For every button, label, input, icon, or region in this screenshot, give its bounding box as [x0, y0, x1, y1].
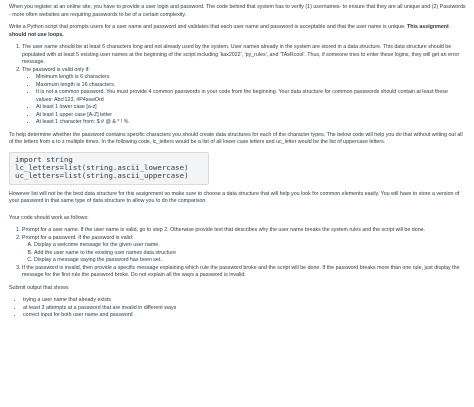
submit-item: • trying a user name that already exists	[23, 297, 466, 305]
valid-step: C. Display a message saying the password has been set.	[34, 257, 466, 265]
task-paragraph	[9, 24, 466, 39]
rules-list	[9, 44, 466, 127]
password-rule: • At least 1 upper case [A-Z] letter	[36, 112, 466, 120]
password-rule: • At least 1 character from: $ # @ & * ! %	[36, 119, 466, 127]
code-line: lc_letters=list(string.ascii_lowercase)	[15, 163, 189, 173]
submit-list	[9, 297, 466, 320]
password-rule: • Minimum length is 6 characters.	[36, 74, 466, 82]
no-loops-note: This assignment should not use loops.	[9, 24, 449, 38]
rule-password-text: The password is valid only if:	[22, 66, 90, 73]
rule-username-text: The user name should be at least 6 characters long and not already used by the system. User names already in the system are stored in a data structure. This data structure should be populated with at least 5 existing user names at the beginning of the script including 'kax2022', 'py_rules', and 'TAsRcool'. Thus, if someone tries to enter these logins, they will get an error message.	[22, 44, 460, 66]
password-rule: • It is not a common password. You must provide 4 common passwords in your code from the beginning. Your data structure for common passwords should contain at least these values: Abc!123, #P4sswOrd	[36, 89, 466, 104]
flow-step	[22, 235, 466, 265]
flow-list	[9, 227, 466, 280]
help-paragraph: To help determine whether the password contains specific characters you should create data structures for each of the character types. The below code will help you do that without writing out all of the letters from a to z multiple times. In the following code, lc_letters would be a list of all lower case letters and uc_letter would be the list of uppercase letters.	[9, 131, 463, 146]
valid-steps-list	[22, 242, 466, 265]
submit-item: • correct input for both user name and password	[23, 312, 466, 320]
submit-heading: Submit output that shows	[9, 284, 69, 291]
password-rule: • At least 1 lower case [a-z]	[36, 104, 466, 112]
flow-step-text: Prompt for a password. If the password is valid:	[22, 234, 134, 241]
flow-heading: Your code should work as follows:	[9, 214, 89, 221]
flow-step: 1. Prompt for a user name. If the user name is valid, go to step 2. Otherwise provide text that describes why the user name breaks the system rules and the script will be done.	[22, 227, 466, 235]
valid-step: B. Add the user name to the existing user names data structure	[34, 250, 466, 258]
code-line: uc_letters=list(string.ascii_uppercase)	[15, 171, 189, 181]
task-text: Write a Python script that prompts users for a user name and password and validates that each user name and password is acceptable and that the user name is unique.	[9, 24, 406, 31]
password-rule: • Maximum length is 16 characters.	[36, 82, 466, 90]
rule-username	[22, 44, 466, 67]
however-paragraph: However list will not be the best data structure for this assignment so make sure to choose a data structure that will help you look for common elements easily. You will have to store a version of your password in that same type of data structure to allow you to do the comparison.	[9, 190, 460, 205]
rule-password	[22, 67, 466, 127]
intro-paragraph: When you register at an online site, you have to provide a user login and password. The code behind that system has to verify (1) usernames- to ensure that they are all unique and (2) Passwords - more often websites are requiring passwords to be of a certain complexity.	[9, 4, 466, 18]
password-rules-list	[22, 74, 466, 127]
code-line: import string	[15, 154, 73, 164]
valid-step: A. Display a welcome message for the given user name.	[34, 242, 466, 250]
code-block	[9, 152, 209, 185]
submit-item: • at least 3 attempts at a password that are invalid in different ways	[23, 305, 466, 313]
flow-step: 3. If the password is invalid, then provide a specific message explaining which rule the password broke and the script will be done. If the password breaks more than one rule, just display the message for the first rule the password broke. Do not explain all the ways a password is invalid.	[22, 265, 466, 280]
